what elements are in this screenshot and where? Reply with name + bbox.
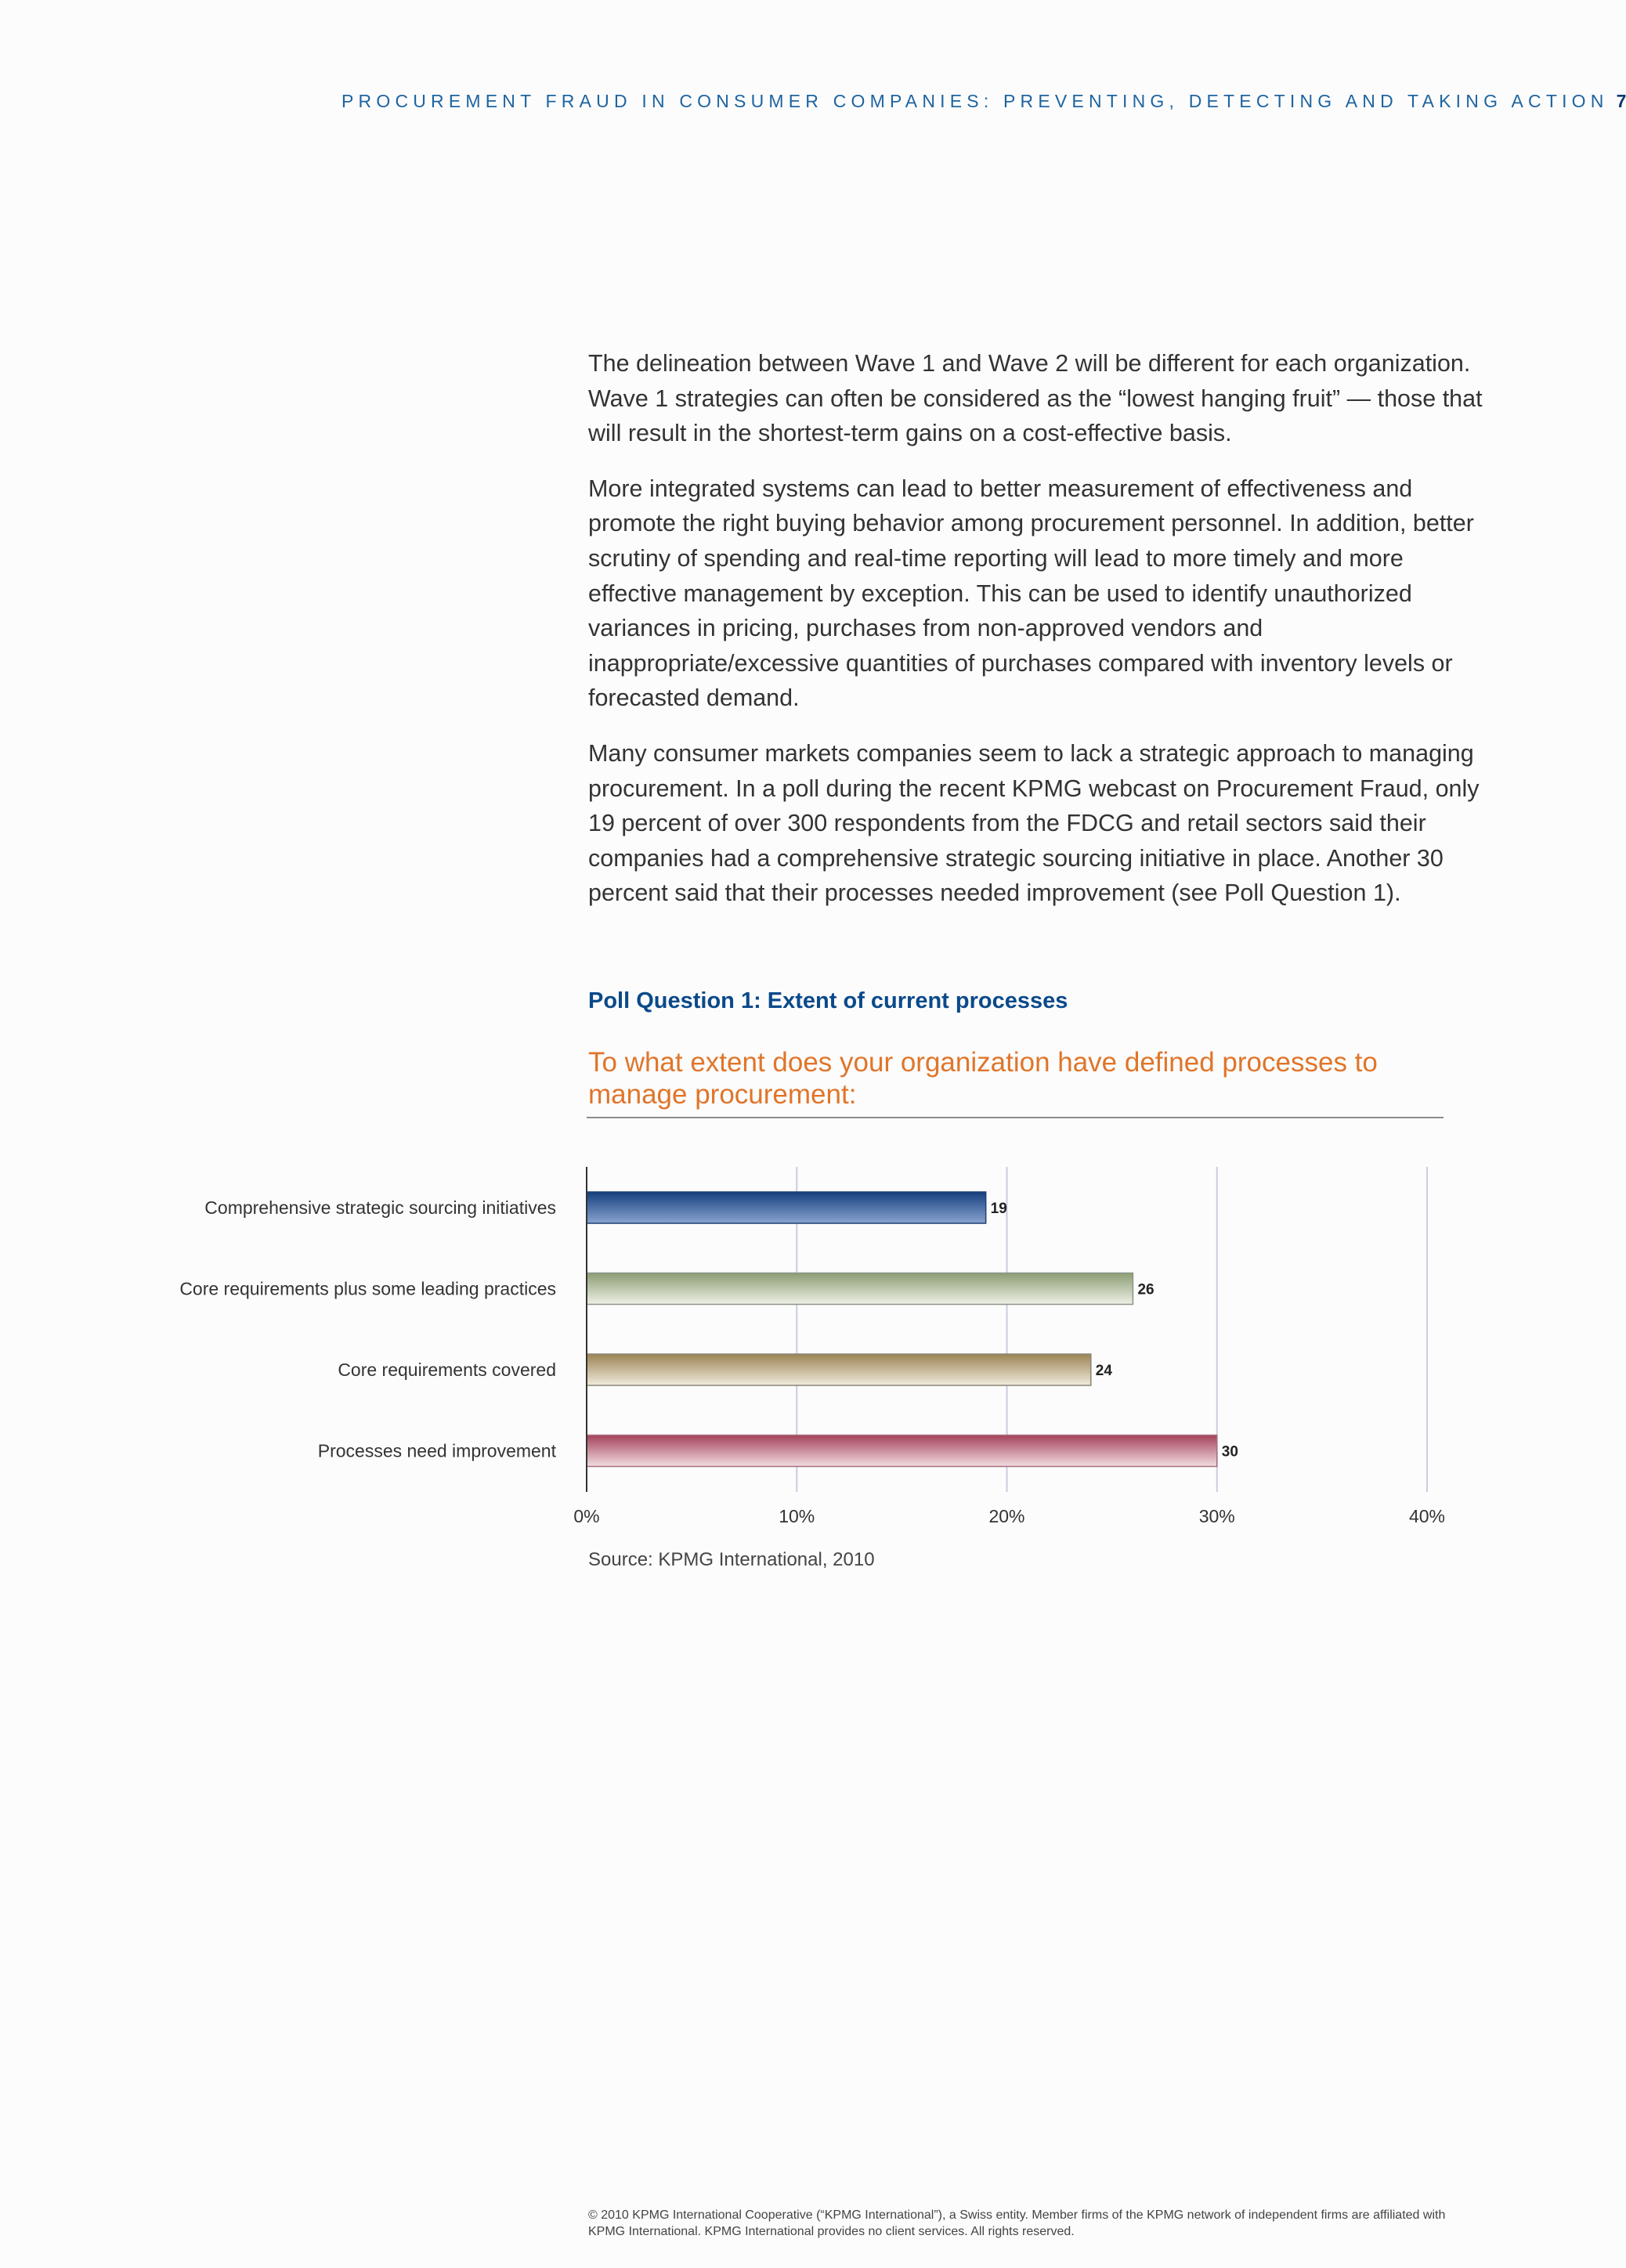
category-label: Comprehensive strategic sourcing initiatives bbox=[204, 1197, 556, 1218]
x-tick-label: 10% bbox=[779, 1506, 815, 1526]
body-paragraph: More integrated systems can lead to better measurement of effectiveness and promote the right buying behavior among procurement personnel. In addition, better scrutiny of spending and real-time reporting will lead to more timely and more effective management by exception. This can be used to identify unauthorized variances in pricing, purchases from non-approved vendors and inappropriate/excessive quantities of purchases compared with inventory levels or forecasted demand. bbox=[588, 475, 1474, 712]
poll-question: To what extent does your organization have defined processes to manage procurement: bbox=[588, 1047, 1378, 1110]
page-number: 7 bbox=[1616, 91, 1626, 111]
category-label: Core requirements covered bbox=[338, 1360, 556, 1380]
poll-title: Poll Question 1: Extent of current processes bbox=[588, 988, 1068, 1013]
bar bbox=[587, 1354, 1091, 1385]
x-tick-label: 0% bbox=[573, 1506, 600, 1526]
value-label: 24 bbox=[1095, 1363, 1112, 1379]
copyright-footer: © 2010 KPMG International Cooperative (“KPMG International”), a Swiss entity. Member firms of the KPMG network of independent firms are affiliated with KPMG International. KPMG International provides no client services. All rights reserved. bbox=[588, 2208, 1446, 2238]
bar bbox=[587, 1273, 1133, 1305]
chart-source: Source: KPMG International, 2010 bbox=[588, 1549, 875, 1570]
x-tick-label: 30% bbox=[1198, 1506, 1235, 1526]
value-label: 26 bbox=[1137, 1281, 1154, 1298]
bar bbox=[587, 1192, 986, 1223]
category-label: Processes need improvement bbox=[317, 1440, 556, 1461]
x-tick-label: 40% bbox=[1408, 1506, 1446, 1526]
bar bbox=[587, 1436, 1217, 1467]
x-tick-label: 20% bbox=[988, 1506, 1025, 1526]
value-label: 19 bbox=[990, 1201, 1007, 1217]
value-label: 30 bbox=[1221, 1443, 1238, 1461]
body-paragraph: The delineation between Wave 1 and Wave 2 will be different for each organization. Wave 1 strategies can often be considered as the “lowest hanging fruit” — those that will result in the shortest-term gains on a cost-effective basis. bbox=[588, 350, 1483, 447]
category-label: Core requirements plus some leading practices bbox=[179, 1278, 556, 1299]
body-paragraph: Many consumer markets companies seem to lack a strategic approach to managing procurement. In a poll during the recent KPMG webcast on Procurement Fraud, only 19 percent of over 300 respondents from the FDCG and retail sectors said their companies had a comprehensive strategic sourcing initiative in place. Another 30 percent said that their processes needed improvement (see Poll Question 1). bbox=[588, 739, 1480, 907]
running-header-title: PROCUREMENT FRAUD IN CONSUMER COMPANIES: PREVENTING, DETECTING AND TAKING ACTION bbox=[341, 91, 1609, 111]
